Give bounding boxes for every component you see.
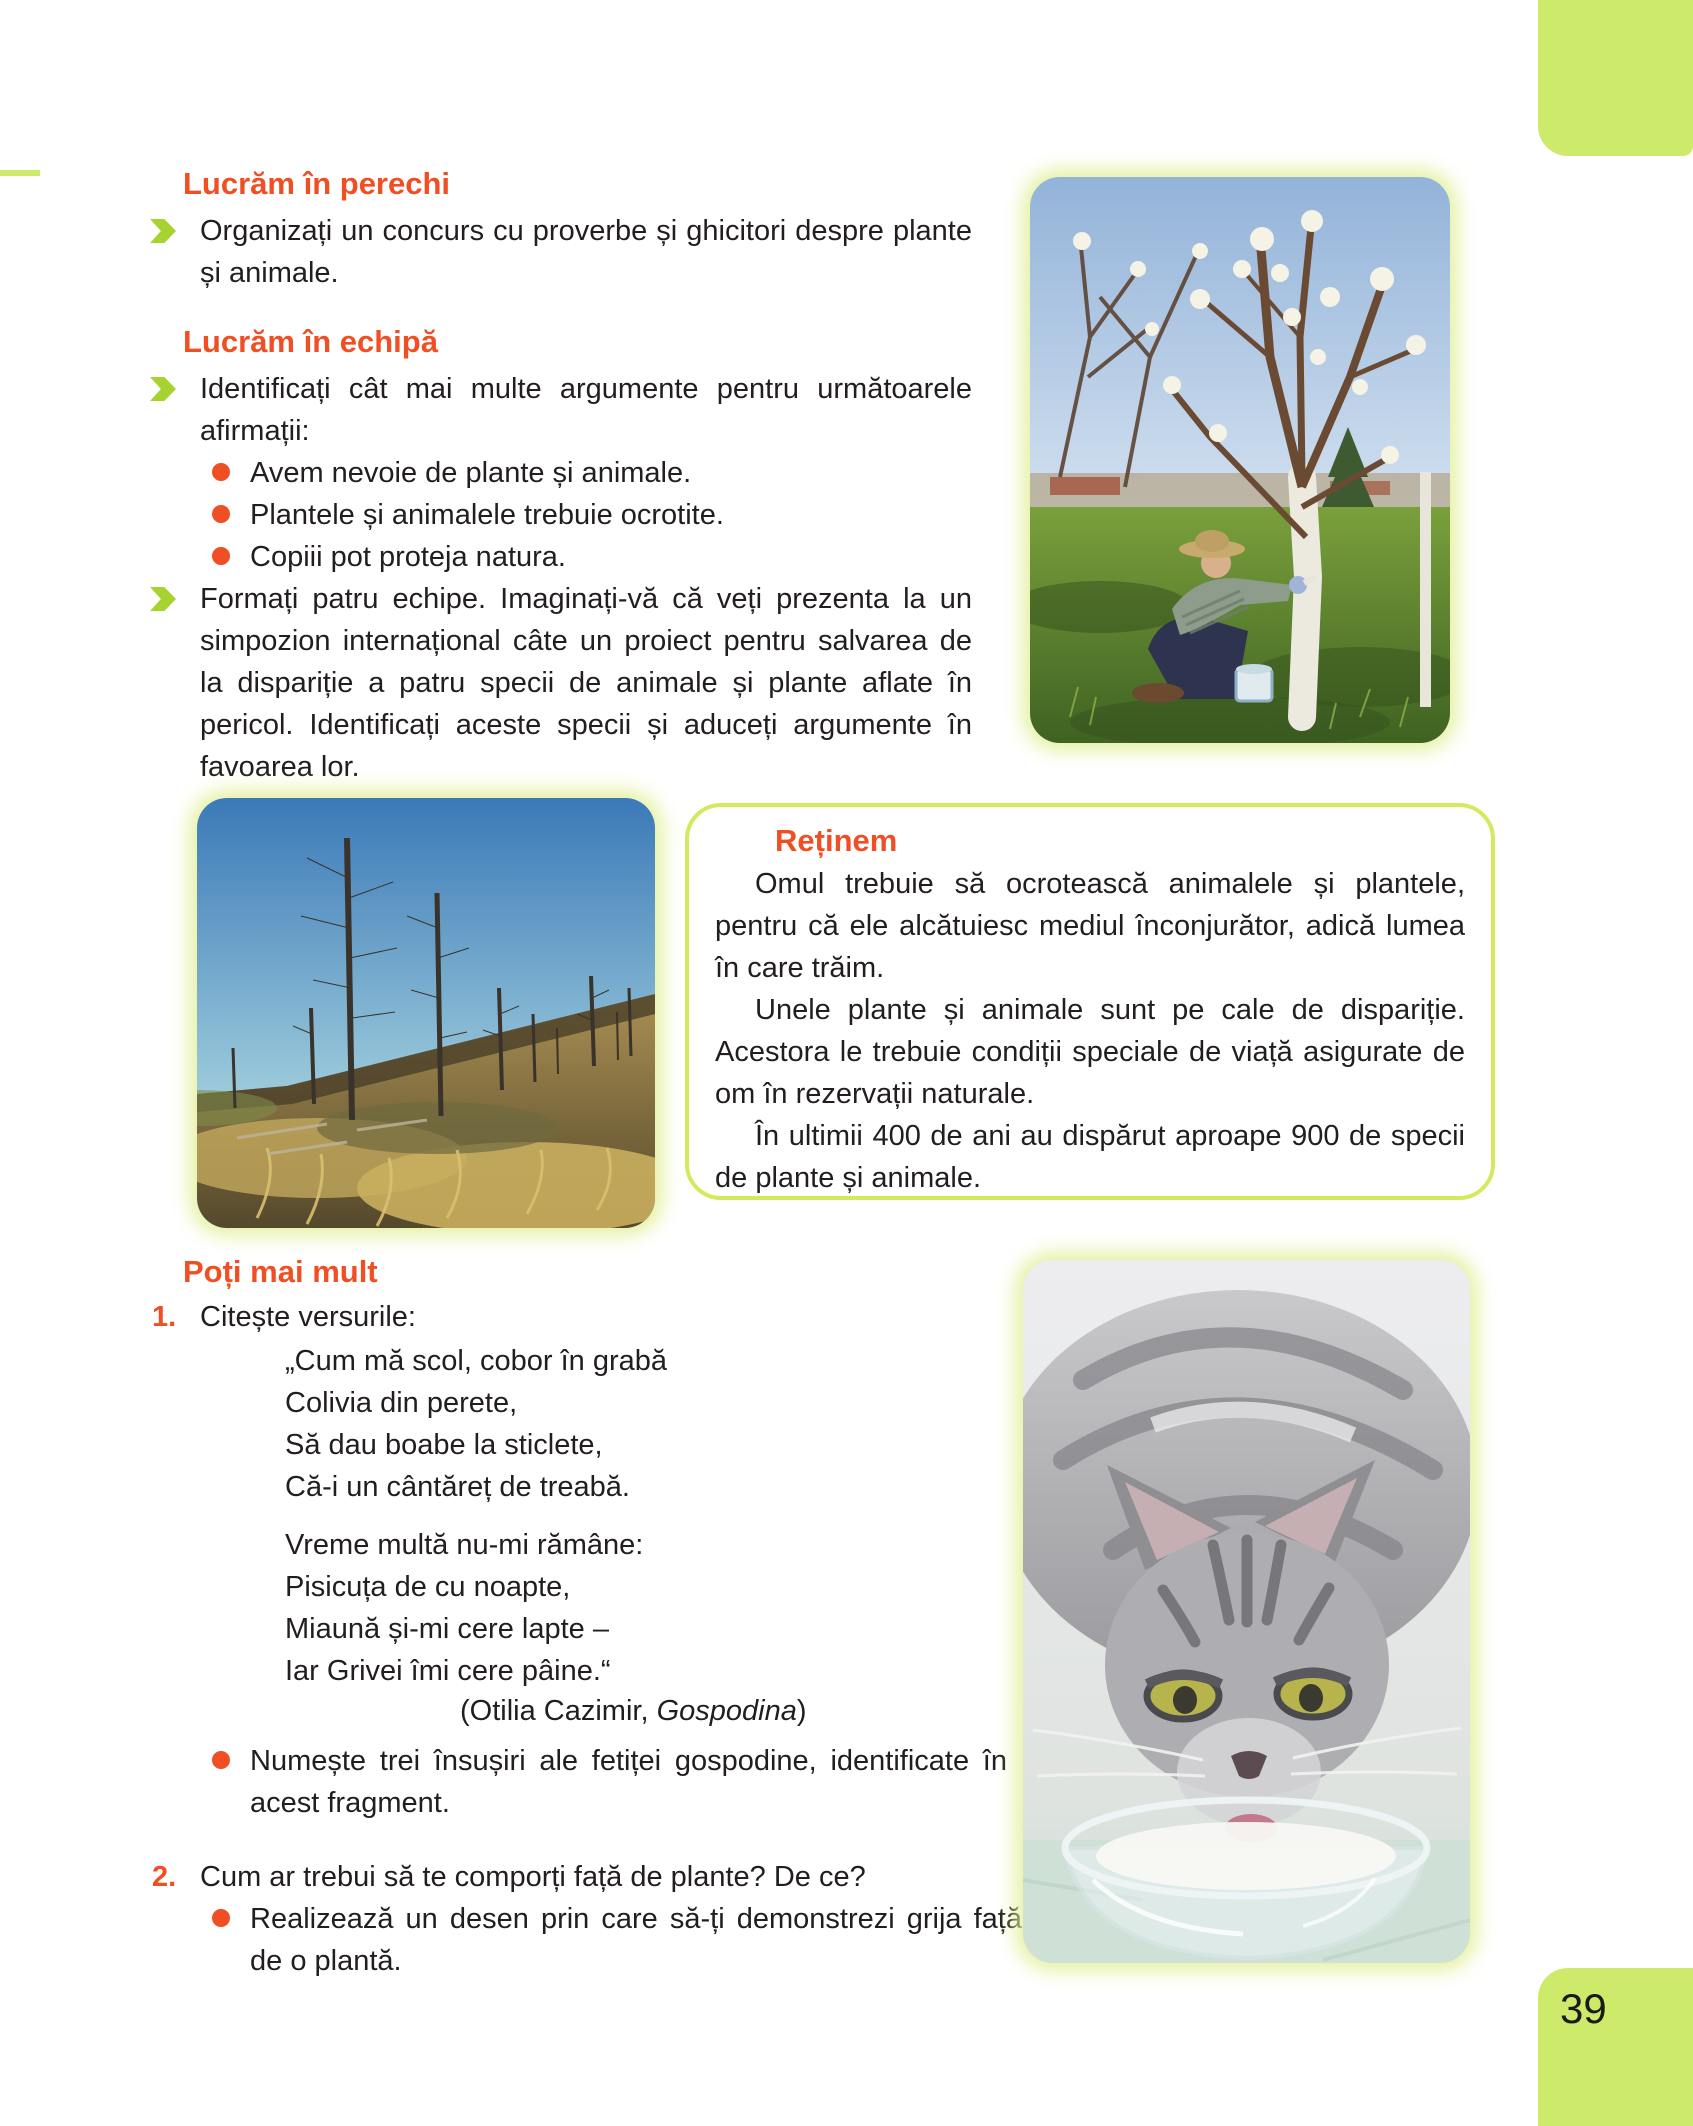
poem-line: Pisicuța de cu noapte, [285,1571,571,1603]
section-heading-team: Lucrăm în echipă [183,324,438,359]
arrow-bullet-icon [150,377,176,401]
more-item-1-text: Citește versurile: [200,1301,416,1333]
poem-line: Miaună și-mi cere lapte – [285,1613,609,1645]
poem-line: Colivia din perete, [285,1387,518,1419]
dot-bullet-icon [212,1751,230,1769]
section-heading-more: Poți mai mult [183,1254,378,1289]
more-item-1-bullet [212,1740,1007,1824]
orchard-photo [1030,177,1450,743]
poem-stanza-2 [285,1524,643,1692]
attribution-suffix: ) [796,1695,807,1727]
remember-paragraph-1: Omul trebuie să ocrotească animalele și plantele, pentru că ele alcătuiesc mediul înconjurător, adică lumea în care trăim. [715,868,1465,984]
poem-line: Că-i un cântăreț de treabă. [285,1471,630,1503]
more-item-1-bullet-text: Numește trei însușiri ale fetiței gospodine, identificate în acest fragment. [250,1745,1007,1819]
team-bullet-2 [212,494,992,536]
item-number: 2. [152,1861,177,1893]
poem-line: Iar Grivei îmi cere pâine.“ [285,1655,611,1687]
remember-paragraph-3: În ultimii 400 de ani au dispărut aproape 900 de specii de plante și animale. [715,1120,1465,1194]
poem-line: Să dau boabe la sticlete, [285,1429,603,1461]
team-bullet-3 [212,536,992,578]
remember-heading: Reținem [775,823,898,858]
dot-bullet-icon [212,463,230,481]
dead-forest-illustration [197,798,655,1228]
dot-bullet-icon [212,1909,230,1927]
orchard-illustration [1030,177,1450,743]
page-number: 39 [1560,1985,1607,2032]
dot-bullet-icon [212,505,230,523]
task-pairs-text: Organizați un concurs cu proverbe și ghicitori despre plante și animale. [200,215,972,289]
item-number: 1. [152,1301,177,1333]
poem-attribution [460,1690,807,1732]
poem-line: „Cum mă scol, cobor în grabă [285,1345,667,1377]
remember-paragraph-2: Unele plante și animale sunt pe cale de dispariție. Acestora le trebuie condiții speciale de viață asigurate de om în rezervații naturale. [715,994,1465,1110]
arrow-bullet-icon [150,219,176,243]
corner-tab-top [1538,0,1693,156]
team-bullet-3-text: Copiii pot proteja natura. [250,541,566,573]
more-item-1 [152,1296,972,1338]
more-item-2-text: Cum ar trebui să te comporți față de plante? De ce? [200,1861,866,1893]
corner-tab-bottom [1538,1968,1693,2126]
task-pairs [150,210,972,294]
dot-bullet-icon [212,547,230,565]
task-team-1 [150,368,972,452]
dead-forest-photo [197,798,655,1228]
attribution-prefix: (Otilia Cazimir, [460,1695,657,1727]
arrow-bullet-icon [150,587,176,611]
team-bullet-1-text: Avem nevoie de plante și animale. [250,457,692,489]
poem-stanza-1 [285,1340,667,1508]
remember-box [685,803,1495,1200]
task-team-2-text: Formați patru echipe. Imaginați-vă că veți prezenta la un simpozion internațional câte un proiect pentru salvarea de la dispariție a patru specii de animale și plante aflate în pericol. Identificați aceste specii și aduceți argumente în favoarea lor. [200,583,972,783]
more-item-2 [152,1856,992,1898]
more-item-2-bullet-text: Realizează un desen prin care să-ți demonstrezi grija față de o plantă. [250,1903,1022,1977]
section-heading-pairs: Lucrăm în perechi [183,166,451,201]
cat-illustration [1023,1260,1470,1963]
task-team-1-text: Identificați cât mai multe argumente pentru următoarele afirmații: [200,373,972,447]
task-team-2 [150,578,972,788]
team-bullet-2-text: Plantele și animalele trebuie ocrotite. [250,499,724,531]
more-item-2-bullet [212,1898,1022,1982]
cat-photo [1023,1260,1470,1963]
attribution-work-title: Gospodina [656,1695,797,1727]
team-bullet-1 [212,452,992,494]
poem-line: Vreme multă nu-mi rămâne: [285,1529,644,1561]
margin-tick [0,170,40,176]
